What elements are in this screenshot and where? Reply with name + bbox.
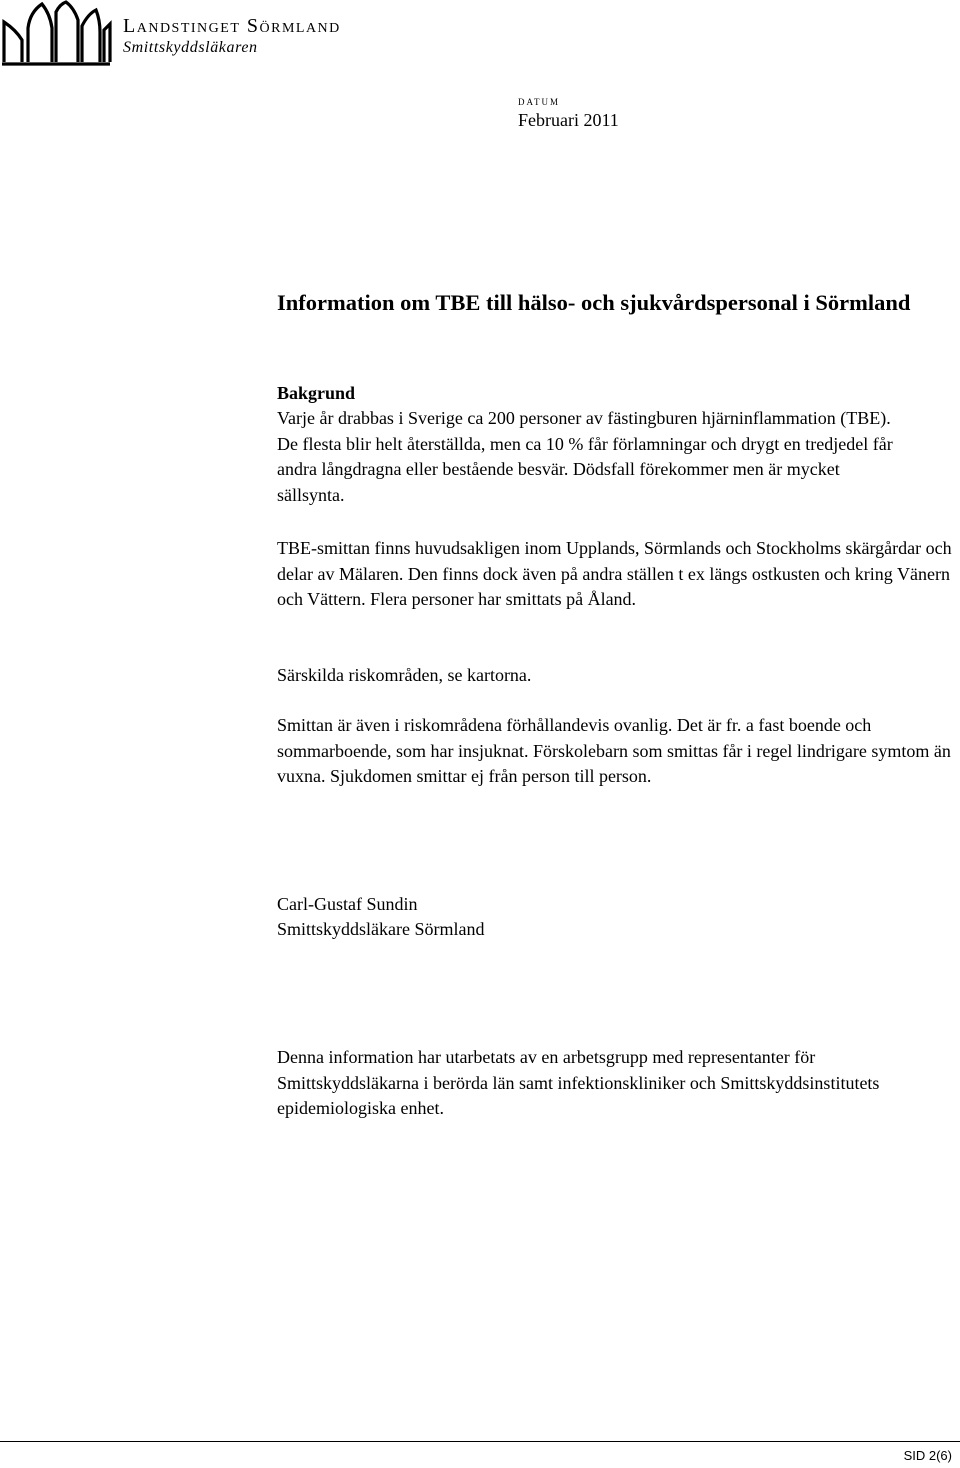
signature-title: Smittskyddsläkare Sörmland — [277, 919, 485, 939]
organization-unit: Smittskyddsläkaren — [123, 39, 258, 56]
landstinget-logo-icon — [0, 0, 112, 68]
paragraph-risk-areas: Särskilda riskområden, se kartorna. — [277, 665, 532, 685]
date-label: DATUM — [518, 97, 561, 107]
signature-name: Carl-Gustaf Sundin — [277, 894, 418, 914]
document-title: Information om TBE till hälso- och sjukvårdspersonal i Sörmland — [277, 290, 911, 315]
paragraph-background: Varje år drabbas i Sverige ca 200 personer av fästingburen hjärninflammation (TBE). De flesta blir helt återställda, men ca 10 % får förlamningar och drygt en tredjedel får andra långdragna eller bestående besvär. Dödsfall förekommer men är mycket sällsynta. — [277, 408, 893, 505]
section-heading: Bakgrund — [277, 383, 356, 403]
closing-note: Denna information har utarbetats av en arbetsgrupp med representanter för Smittskyddsläkarna i berörda län samt infektionskliniker och Smittskyddsinstitutets epidemiologiska enhet. — [277, 1047, 880, 1118]
paragraph-distribution: TBE-smittan finns huvudsakligen inom Upplands, Sörmlands och Stockholms skärgårdar och delar av Mälaren. Den finns dock även på andra ställen t ex längs ostkusten och kring Vänern och Vättern. Flera personer har smittats på Åland. — [277, 538, 952, 609]
date-value: Februari 2011 — [518, 110, 619, 130]
page-number: SID 2(6) — [903, 1448, 952, 1463]
paragraph-infection-info: Smittan är även i riskområdena förhållandevis ovanlig. Det är fr. a fast boende och sommarboende, som har insjuknat. Förskolebarn som smittas får i regel lindrigare symtom än vuxna. Sjukdomen smittar ej från person till person. — [277, 715, 951, 786]
organization-name: Landstinget Sörmland — [123, 15, 341, 37]
footer-divider — [0, 1441, 960, 1442]
